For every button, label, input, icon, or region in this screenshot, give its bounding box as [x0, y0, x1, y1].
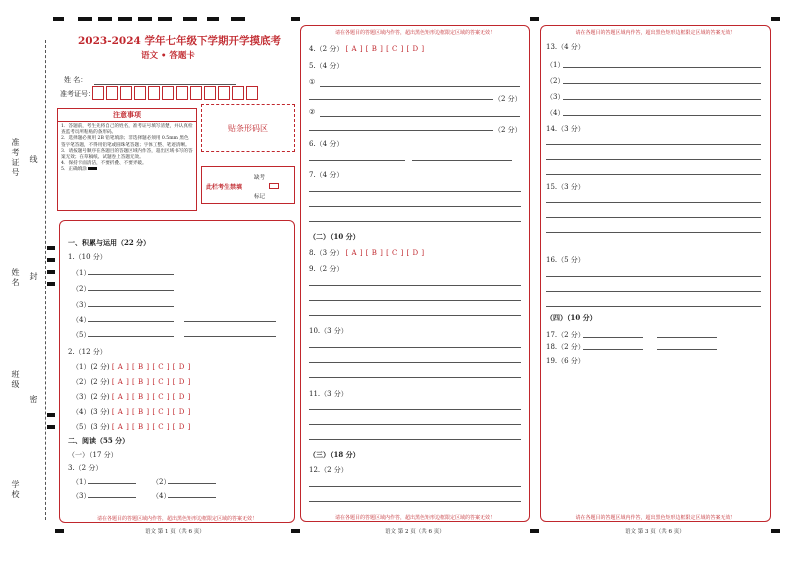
corner-mark [530, 529, 539, 533]
q12-line-2[interactable] [309, 501, 521, 502]
q2-sub5[interactable]: （5）(3 分) [ A ] [ B ] [ C ] [ D ] [72, 423, 191, 431]
top-mark [98, 17, 112, 21]
q17-line-a[interactable] [583, 337, 643, 338]
top-mark [183, 17, 197, 21]
top-mark [53, 17, 64, 21]
q3-sub1-line[interactable] [88, 483, 136, 484]
side-name-label: 姓名 [11, 268, 20, 288]
q13-sub4: （4） [546, 109, 565, 117]
q1-sub2: （2） [72, 285, 91, 293]
q5-sub1-line-a[interactable] [320, 86, 520, 87]
side-mark [47, 282, 55, 286]
top-mark [231, 17, 245, 21]
q3-sub3-line[interactable] [88, 497, 136, 498]
name-field[interactable] [94, 84, 236, 85]
name-label: 姓 名： [64, 76, 88, 84]
q3-sub4-line[interactable] [168, 497, 216, 498]
q7-label: 7.（4 分） [309, 171, 344, 179]
page2-top-warning: 请在各题目的答题区域内作答，超出黑色矩形边框限定区域的答案无效！ [334, 30, 495, 36]
q17-line-b[interactable] [657, 337, 717, 338]
q1-sub4: （4） [72, 316, 91, 324]
q1-sub2-line[interactable] [88, 290, 174, 291]
q18-label: 18.（2 分） [546, 343, 585, 351]
q2-label: 2.（12 分） [68, 348, 107, 356]
page2-footer: 语文 第 2 页（共 6 页） [385, 529, 445, 535]
q2-sub4[interactable]: （4）(3 分) [ A ] [ B ] [ C ] [ D ] [72, 408, 191, 416]
top-mark [78, 17, 92, 21]
side-mark [47, 425, 55, 429]
q1-sub5: （5） [72, 331, 91, 339]
q13-label: 13.（4 分） [546, 43, 585, 51]
q5-sub1: ① [309, 78, 316, 86]
page1-warning: 请在各题目的答题区域内作答，超出黑色矩形边框限定区域的答案无效！ [96, 516, 257, 522]
filled-sample-mark [88, 167, 97, 170]
corner-mark [771, 529, 780, 533]
subsection2-title: （二）（10 分） [309, 232, 360, 241]
q9-label: 9.（2 分） [309, 265, 344, 273]
q5-sub2-line-a[interactable] [320, 116, 520, 117]
q9-line-3[interactable] [309, 315, 521, 316]
q7-line-2[interactable] [309, 206, 521, 207]
q17-label: 17.（2 分） [546, 331, 585, 339]
q6-label: 6.（4 分） [309, 140, 344, 148]
q16-line-2[interactable] [546, 291, 761, 292]
corner-mark [771, 17, 780, 21]
absent-label: 此栏考生禁填 [206, 184, 243, 191]
corner-mark [55, 529, 64, 533]
q6-line-a[interactable] [309, 160, 405, 161]
q5-sub2: ② [309, 108, 316, 116]
id-boxes[interactable] [92, 86, 260, 100]
subsection1-title: （一）（17 分） [68, 451, 118, 459]
page3-top-warning: 请在各题目的答题区域内作答，超出黑色矩形边框限定区域的答案无效！ [575, 30, 736, 36]
notice-item-2: 2．选择题必须用 2B 铅笔填涂；非选择题必须用 0.5mm 黑色签字笔答题，不得用铅笔或圆珠笔答题；字体工整、笔迹清晰。 [61, 136, 190, 148]
corner-mark [291, 529, 300, 533]
q10-line-3[interactable] [309, 377, 521, 378]
q18-line-a[interactable] [583, 349, 643, 350]
q3-sub4: （4） [152, 492, 171, 500]
q5-sub2-points: （2 分） [494, 126, 522, 134]
q16-label: 16.（5 分） [546, 256, 585, 264]
q10-line-2[interactable] [309, 362, 521, 363]
q9-line-1[interactable] [309, 285, 521, 286]
top-mark [158, 17, 172, 21]
q1-sub4-line-b[interactable] [184, 321, 276, 322]
page3-footer: 语文 第 3 页（共 6 页） [625, 529, 685, 535]
q6-line-b[interactable] [412, 160, 512, 161]
side-seal-line: 线 [29, 155, 38, 165]
q1-sub1: （1） [72, 269, 91, 277]
q5-label: 5.（4 分） [309, 62, 344, 70]
q14-line-2[interactable] [546, 159, 761, 160]
side-class-label: 班级 [11, 370, 20, 390]
barcode-label: 贴条形码区 [228, 123, 268, 133]
q16-line-3[interactable] [546, 306, 761, 307]
side-school-label: 学校 [11, 480, 20, 500]
side-mark [47, 246, 55, 250]
q14-line-3[interactable] [546, 174, 761, 175]
q18-line-b[interactable] [657, 349, 717, 350]
q10-line-1[interactable] [309, 347, 521, 348]
q15-line-3[interactable] [546, 232, 761, 233]
top-mark [118, 17, 132, 21]
q13-sub4-line[interactable] [563, 115, 761, 116]
q13-sub1-line[interactable] [563, 67, 761, 68]
q5-sub2-line-b[interactable] [309, 130, 493, 131]
notice-box [57, 108, 197, 211]
q11-line-1[interactable] [309, 409, 521, 410]
absent-line2: 标记 [254, 194, 266, 200]
q12-label: 12.（2 分） [309, 466, 348, 474]
side-id-label: 准考证号 [11, 138, 20, 178]
q12-line-1[interactable] [309, 486, 521, 487]
q11-line-2[interactable] [309, 424, 521, 425]
q1-sub3: （3） [72, 301, 91, 309]
q9-line-2[interactable] [309, 300, 521, 301]
q3-label: 3.（2 分） [68, 464, 103, 472]
page-subtitle: 语文 • 答题卡 [141, 51, 195, 61]
binding-line [45, 40, 46, 520]
q11-label: 11.（3 分） [309, 390, 348, 398]
q3-sub2-line[interactable] [168, 483, 216, 484]
subsection3-title: （三）（18 分） [309, 450, 360, 459]
q15-line-1[interactable] [546, 202, 761, 203]
q7-line-3[interactable] [309, 221, 521, 222]
corner-mark [530, 17, 539, 21]
subsection4-title: （四）（10 分） [546, 313, 597, 322]
q2-sub1[interactable]: （1）(2 分) [ A ] [ B ] [ C ] [ D ] [72, 363, 191, 371]
q1-sub1-line[interactable] [88, 274, 174, 275]
q1-sub3-line[interactable] [88, 306, 174, 307]
q13-sub2-line[interactable] [563, 83, 761, 84]
q19-label: 19.（6 分） [546, 357, 585, 365]
q5-sub1-line-b[interactable] [309, 99, 493, 100]
q14-label: 14.（3 分） [546, 125, 585, 133]
absent-checkbox[interactable] [269, 183, 279, 189]
notice-item-5: 5．正确填涂 [61, 167, 193, 173]
q3-sub2: （2） [152, 478, 171, 486]
notice-item-4: 4．保持卡面清洁，不要折叠、不要弄破。 [61, 161, 147, 167]
page2-warning: 请在各题目的答题区域内作答，超出黑色矩形边框限定区域的答案无效！ [334, 515, 495, 521]
side-mark [47, 258, 55, 262]
absent-box [201, 166, 295, 204]
q13-sub3-line[interactable] [563, 99, 761, 100]
top-mark [207, 17, 219, 21]
q16-line-1[interactable] [546, 276, 761, 277]
q3-sub3: （3） [72, 492, 91, 500]
q1-label: 1.（10 分） [68, 253, 107, 261]
q11-line-3[interactable] [309, 439, 521, 440]
q13-sub3: （3） [546, 93, 565, 101]
side-mark [47, 413, 55, 417]
notice-title: 注意事项 [58, 109, 196, 122]
barcode-area [201, 104, 295, 152]
q2-sub2[interactable]: （2）(2 分) [ A ] [ B ] [ C ] [ D ] [72, 378, 191, 386]
q1-sub5-line-a[interactable] [88, 336, 174, 337]
id-label: 准考证号： [60, 90, 95, 98]
page-title: 2023-2024 学年七年级下学期开学摸底考 [78, 35, 281, 47]
q14-line-1[interactable] [546, 144, 761, 145]
q1-sub5-line-b[interactable] [184, 336, 276, 337]
side-mark [47, 270, 55, 274]
q13-sub2: （2） [546, 77, 565, 85]
section1-title: 一、积累与运用（22 分） [68, 238, 151, 247]
q2-sub3[interactable]: （3）(2 分) [ A ] [ B ] [ C ] [ D ] [72, 393, 191, 401]
page1-footer: 语文 第 1 页（共 6 页） [145, 529, 205, 535]
notice-item-3: 3．请按题号顺序在各题目的答题区域内作答，超出区域书写的答案无效；在草稿纸、试题卷上答题无效。 [61, 148, 193, 161]
q15-line-2[interactable] [546, 217, 761, 218]
q10-label: 10.（3 分） [309, 327, 348, 335]
q3-sub1: （1） [72, 478, 91, 486]
q4-label[interactable]: 4.（2 分） [ A ] [ B ] [ C ] [ D ] [309, 45, 425, 53]
q15-label: 15.（3 分） [546, 183, 585, 191]
section2-title: 二、阅读（55 分） [68, 436, 130, 445]
page3-warning: 请在各题目的答题区域内作答，超出黑色矩形边框限定区域的答案无效！ [575, 515, 736, 521]
top-mark [138, 17, 152, 21]
q1-sub4-line-a[interactable] [88, 321, 174, 322]
notice-item-1: 1．答题前，考生先将自己的姓名，准考证号填写清楚，并认真检查监考员所粘贴的条形码。 [61, 124, 193, 136]
absent-line1: 缺考 [254, 175, 266, 181]
corner-mark [291, 17, 300, 21]
q13-sub1: （1） [546, 61, 565, 69]
q7-line-1[interactable] [309, 191, 521, 192]
side-seal-secret: 密 [29, 395, 38, 405]
q5-sub1-points: （2 分） [494, 95, 522, 103]
side-seal-seal: 封 [29, 272, 38, 282]
q8-label[interactable]: 8.（3 分） [ A ] [ B ] [ C ] [ D ] [309, 249, 425, 257]
